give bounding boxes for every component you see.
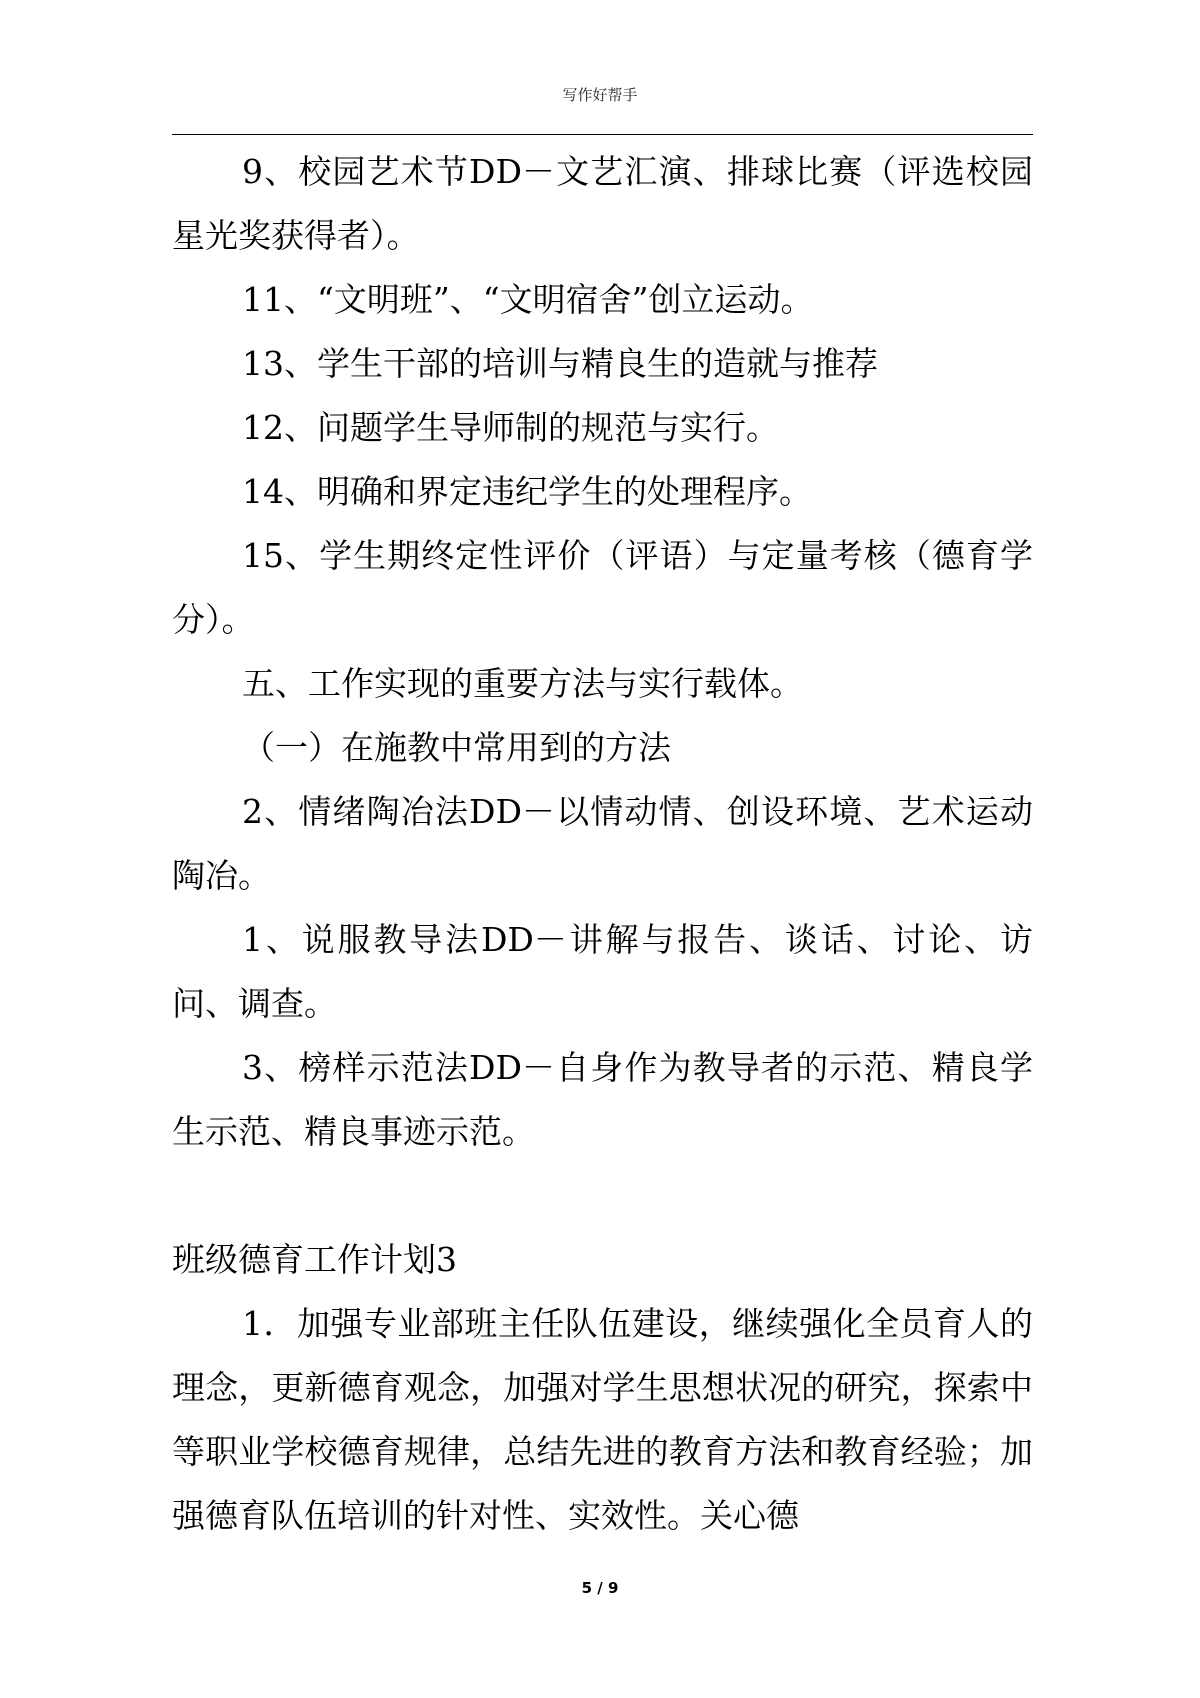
- paragraph: 9、校园艺术节DD－文艺汇演、排球比赛（评选校园星光奖获得者）。: [172, 152, 1033, 255]
- document-body: [172, 140, 1033, 1548]
- subsection-heading: （一）在施教中常用到的方法: [242, 728, 671, 767]
- paragraph: 14、明确和界定违纪学生的处理程序。: [242, 472, 812, 511]
- paragraph-gap: [172, 1164, 1033, 1228]
- header-divider: [172, 134, 1033, 135]
- page-number: 5 / 9: [581, 1579, 619, 1597]
- page-header: 写作好帮手: [562, 86, 638, 104]
- paragraph: 3、榜样示范法DD－自身作为教导者的示范、精良学生示范、精良事迹示范。: [172, 1048, 1033, 1151]
- paragraph: 1、说服教导法DD－讲解与报告、谈话、讨论、访问、调查。: [172, 920, 1033, 1023]
- paragraph: 15、学生期终定性评价（评语）与定量考核（德育学分）。: [172, 536, 1033, 639]
- paragraph: 11、“文明班”、“文明宿舍”创立运动。: [242, 280, 814, 319]
- paragraph: 2、情绪陶冶法DD－以情动情、创设环境、艺术运动陶冶。: [172, 792, 1033, 895]
- document-section-title: 班级德育工作计划3: [172, 1240, 457, 1279]
- paragraph: 12、问题学生导师制的规范与实行。: [242, 408, 779, 447]
- section-heading: 五、工作实现的重要方法与实行载体。: [242, 664, 803, 703]
- paragraph: 1．加强专业部班主任队伍建设，继续强化全员育人的理念，更新德育观念，加强对学生思想状况的研究，探索中等职业学校德育规律，总结先进的教育方法和教育经验；加强德育队伍培训的针对性、实效性。关心德: [172, 1304, 1033, 1535]
- paragraph: 13、学生干部的培训与精良生的造就与推荐: [242, 344, 878, 383]
